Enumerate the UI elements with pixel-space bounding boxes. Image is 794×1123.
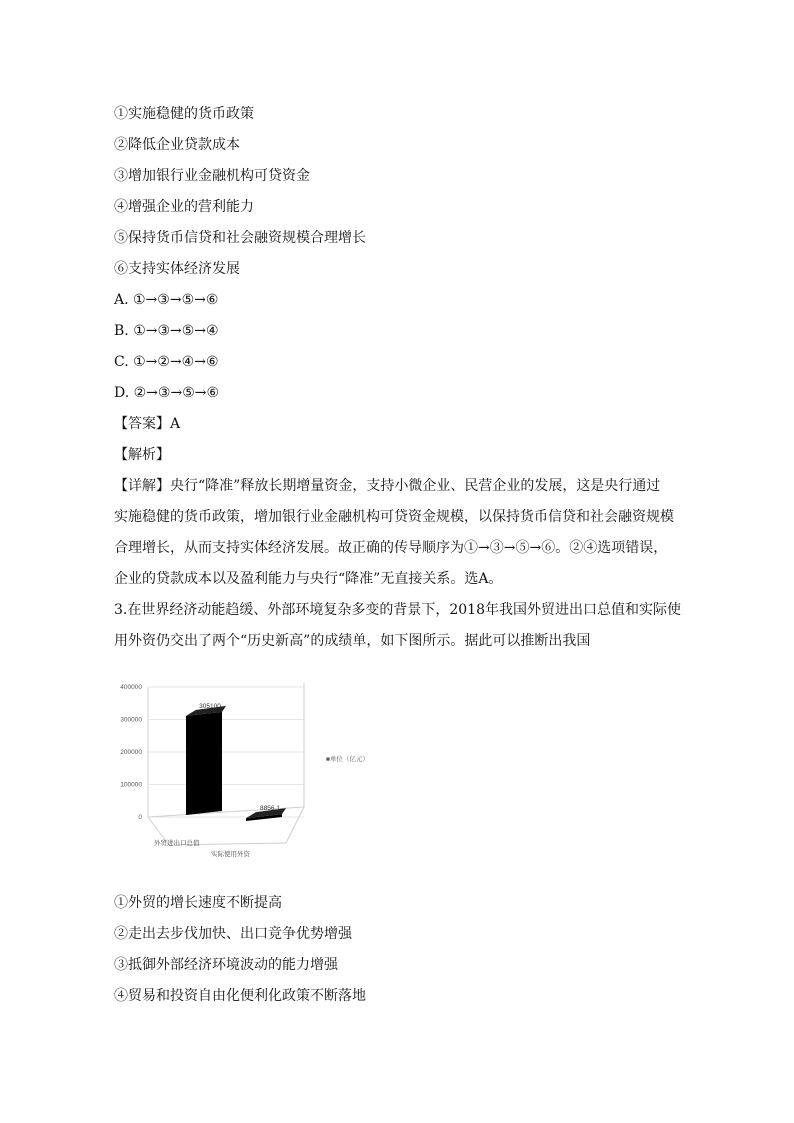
option-d: D. ②→③→⑤→⑥ — [114, 385, 220, 401]
chart-bars — [186, 706, 286, 821]
trade-bar-chart — [114, 675, 404, 865]
chart-frame — [148, 683, 304, 845]
statement-item-5: ⑤保持货币信贷和社会融资规模合理增长 — [114, 230, 366, 246]
question-line-1: 3.在世界经济动能趋缓、外部环境复杂多变的背景下，2018年我国外贸进出口总值和实际使 — [114, 602, 681, 618]
statement-item-1: ①实施稳健的货币政策 — [114, 106, 254, 122]
y-tick-label: 400000 — [120, 684, 142, 691]
statement-item-6: ⑥支持实体经济发展 — [114, 261, 240, 277]
statement-b-item-2: ②走出去步伐加快、出口竞争优势增强 — [114, 926, 352, 942]
statement-b-item-4: ④贸易和投资自由化便利化政策不断落地 — [114, 988, 366, 1004]
bar-data-label: 8856.1 — [260, 805, 280, 813]
y-tick-label: 200000 — [120, 749, 142, 756]
option-a: A. ①→③→⑤→⑥ — [114, 292, 219, 308]
statement-item-3: ③增加银行业金融机构可贷资金 — [114, 168, 310, 184]
bar — [186, 706, 226, 815]
chart-legend: ■单位（亿元） — [326, 756, 369, 763]
chart-gridlines — [148, 687, 304, 817]
statement-b-item-3: ③抵御外部经济环境波动的能力增强 — [114, 957, 338, 973]
bar-data-label: 305100 — [199, 702, 221, 710]
analysis-label: 【解析】 — [114, 447, 170, 463]
statement-item-2: ②降低企业贷款成本 — [114, 137, 240, 153]
y-tick-label: 0 — [138, 814, 142, 821]
question-line-2: 用外资仍交出了两个“历史新高”的成绩单，如下图所示。据此可以推断出我国 — [114, 633, 591, 649]
y-tick-label: 300000 — [120, 716, 142, 724]
x-category-label: 实际使用外资 — [211, 851, 250, 858]
detail-line-1: 【详解】央行“降准”释放长期增量资金，支持小微企业、民营企业的发展，这是央行通过 — [114, 478, 661, 494]
statement-b-item-1: ①外贸的增长速度不断提高 — [114, 895, 282, 911]
y-axis-ticks — [120, 684, 142, 821]
x-category-label: 外贸进出口总值 — [154, 840, 200, 847]
x-axis-labels — [154, 838, 251, 858]
option-c: C. ①→②→④→⑥ — [114, 354, 219, 370]
y-tick-label: 100000 — [120, 781, 142, 789]
answer-line: 【答案】A — [114, 416, 181, 432]
detail-line-3: 合理增长，从而支持实体经济发展。故正确的传导顺序为①→③→⑤→⑥。②④选项错误， — [114, 540, 668, 556]
detail-line-4: 企业的贷款成本以及盈利能力与央行“降准”无直接关系。选A。 — [114, 571, 503, 587]
statement-item-4: ④增强企业的营利能力 — [114, 199, 254, 215]
detail-line-2: 实施稳健的货币政策，增加银行业金融机构可贷资金规模，以保持货币信贷和社会融资规模 — [114, 509, 674, 525]
option-b: B. ①→③→⑤→④ — [114, 323, 219, 339]
